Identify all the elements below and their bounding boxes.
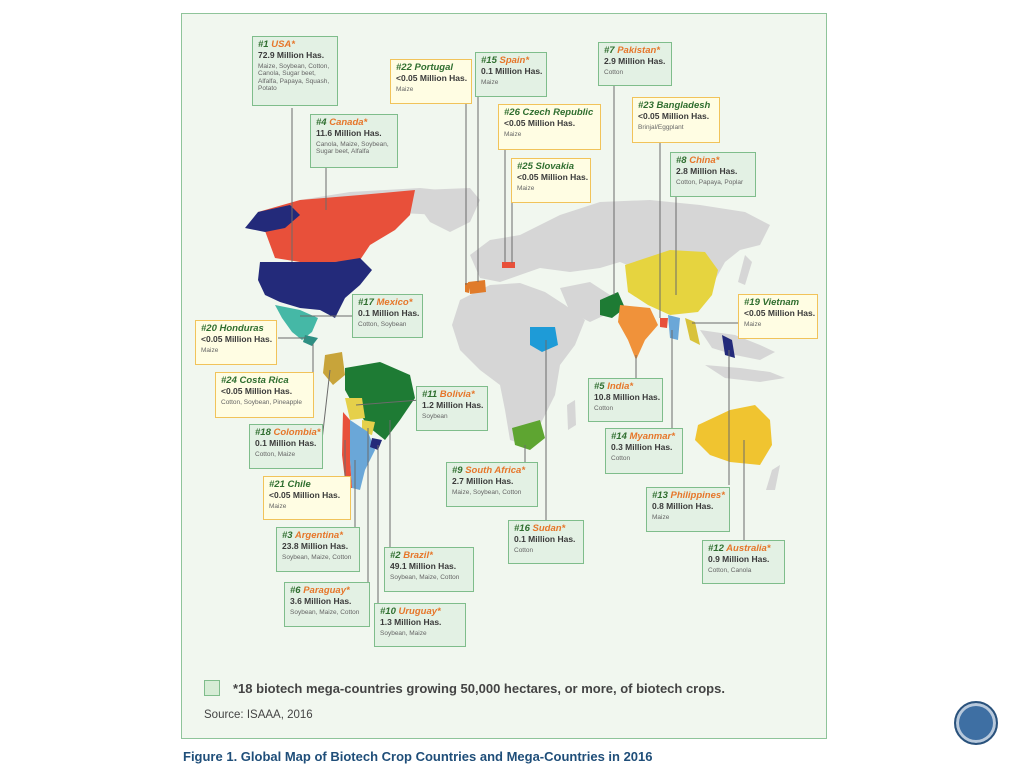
label-honduras: [195, 320, 277, 365]
crops-slovakia: Maize: [517, 184, 535, 192]
hectares-philippines: 0.8 Million Has.: [652, 500, 714, 511]
source-note: Source: ISAAA, 2016: [204, 709, 313, 721]
crops-chile: Maize: [269, 502, 287, 510]
name-slovakia: Slovakia: [535, 161, 575, 172]
label-paraguay: [284, 582, 370, 627]
hectares-argentina: 23.8 Million Has.: [282, 540, 349, 551]
name-colombia: Colombia*: [273, 427, 321, 438]
label-sudan: [508, 520, 584, 564]
name-honduras: Honduras: [219, 323, 264, 334]
crops-sudan: Cotton: [514, 546, 534, 554]
name-portugal: Portugal: [414, 62, 454, 73]
rank-uruguay: #10: [380, 606, 396, 617]
rank-czech: #26: [504, 107, 520, 118]
label-brazil: [384, 547, 474, 592]
crops-costa-rica: Cotton, Soybean, Pineapple: [221, 398, 302, 406]
crops-india: Cotton: [594, 404, 614, 412]
crops-paraguay: Soybean, Maize, Cotton: [290, 608, 360, 616]
hectares-canada: 11.6 Million Has.: [316, 127, 382, 138]
crops-bolivia: Soybean: [422, 412, 448, 420]
rank-pakistan: #7: [604, 45, 615, 56]
name-china: China*: [689, 155, 720, 166]
figure-caption: Figure 1. Global Map of Biotech Crop Countries and Mega-Countries in 2016: [183, 749, 653, 764]
crops-china: Cotton, Papaya, Poplar: [676, 178, 744, 186]
rank-slovakia: #25: [517, 161, 533, 172]
crops-czech: Maize: [504, 130, 522, 138]
hectares-usa: 72.9 Million Has.: [258, 49, 325, 60]
label-canada: [310, 114, 398, 168]
name-vietnam: Vietnam: [762, 297, 800, 308]
name-myanmar: Myanmar*: [629, 431, 675, 442]
crops-spain: Maize: [481, 78, 499, 86]
label-vietnam: [738, 294, 818, 339]
label-mexico: [352, 294, 423, 338]
rank-chile: #21: [269, 479, 285, 490]
crops-vietnam: Maize: [744, 320, 762, 328]
country-bangladesh: [660, 318, 668, 328]
hectares-colombia: 0.1 Million Has.: [255, 437, 317, 448]
name-chile: Chile: [287, 479, 311, 490]
hectares-south-africa: 2.7 Million Has.: [452, 475, 514, 486]
land-madagascar: [567, 400, 576, 430]
hectares-uruguay: 1.3 Million Has.: [380, 616, 442, 627]
hectares-paraguay: 3.6 Million Has.: [290, 595, 352, 606]
name-paraguay: Paraguay*: [303, 585, 350, 596]
rank-spain: #15: [481, 55, 497, 66]
hectares-australia: 0.9 Million Has.: [708, 553, 770, 564]
country-czech-slovakia: [502, 262, 515, 268]
rank-usa: #1: [258, 39, 269, 50]
label-slovakia: [511, 158, 591, 203]
rank-mexico: #17: [358, 297, 374, 308]
crops-south-africa: Maize, Soybean, Cotton: [452, 488, 522, 496]
crops-canada: Canola, Maize, Soybean, Sugar beet, Alfalfa: [316, 140, 389, 156]
legend-text: *18 biotech mega-countries growing 50,000 hectares, or more, of biotech crops.: [233, 681, 725, 696]
slide-nav-button[interactable]: [954, 701, 998, 745]
label-india: [588, 378, 663, 422]
country-mexico: [275, 305, 318, 340]
rank-myanmar: #14: [611, 431, 627, 442]
land-greenland: [418, 188, 480, 232]
land-indonesia: [705, 365, 785, 382]
name-usa: USA*: [271, 39, 295, 50]
label-czech: [498, 104, 601, 150]
rank-canada: #4: [316, 117, 327, 128]
name-philippines: Philippines*: [670, 490, 725, 501]
name-pakistan: Pakistan*: [617, 45, 660, 56]
hectares-spain: 0.1 Million Has.: [481, 65, 543, 76]
name-mexico: Mexico*: [376, 297, 413, 308]
rank-costa-rica: #24: [221, 375, 237, 386]
rank-brazil: #2: [390, 550, 401, 561]
name-south-africa: South Africa*: [465, 465, 526, 476]
legend-swatch: [204, 680, 220, 696]
rank-colombia: #18: [255, 427, 271, 438]
leader-colombia: [322, 370, 330, 440]
country-vietnam: [685, 318, 700, 345]
crops-uruguay: Soybean, Maize: [380, 629, 427, 637]
country-colombia: [323, 352, 345, 385]
hectares-pakistan: 2.9 Million Has.: [604, 55, 666, 66]
name-australia: Australia*: [726, 543, 771, 554]
label-costa-rica: [215, 372, 314, 418]
hectares-portugal: <0.05 Million Has.: [396, 72, 468, 83]
hectares-chile: <0.05 Million Has.: [269, 489, 341, 500]
label-spain: [475, 52, 547, 97]
name-bangladesh: Bangladesh: [656, 100, 711, 111]
hectares-honduras: <0.05 Million Has.: [201, 333, 273, 344]
country-india: [618, 305, 658, 360]
crops-argentina: Soybean, Maize, Cotton: [282, 553, 352, 561]
hectares-china: 2.8 Million Has.: [676, 165, 738, 176]
country-australia: [695, 405, 772, 465]
label-usa: [252, 36, 338, 106]
crops-pakistan: Cotton: [604, 68, 624, 76]
name-bolivia: Bolivia*: [439, 389, 475, 400]
name-argentina: Argentina*: [294, 530, 343, 541]
rank-china: #8: [676, 155, 687, 166]
label-portugal: [390, 59, 472, 104]
name-sudan: Sudan*: [532, 523, 566, 534]
crops-myanmar: Cotton: [611, 454, 631, 462]
rank-portugal: #22: [396, 62, 412, 73]
label-chile: [263, 476, 351, 520]
country-myanmar: [668, 315, 680, 340]
rank-philippines: #13: [652, 490, 668, 501]
rank-bolivia: #11: [422, 389, 438, 400]
hectares-czech: <0.05 Million Has.: [504, 117, 576, 128]
label-uruguay: [374, 603, 466, 647]
label-philippines: [646, 487, 730, 532]
label-australia: [702, 540, 785, 584]
crops-colombia: Cotton, Maize: [255, 450, 296, 458]
name-india: India*: [607, 381, 634, 392]
label-argentina: [276, 527, 360, 572]
label-bangladesh: [632, 97, 720, 143]
name-brazil: Brazil*: [403, 550, 433, 561]
rank-argentina: #3: [282, 530, 293, 541]
name-czech: Czech Republic: [522, 107, 594, 118]
name-uruguay: Uruguay*: [398, 606, 441, 617]
hectares-india: 10.8 Million Has.: [594, 391, 661, 402]
land-new-zealand: [766, 465, 780, 490]
name-costa-rica: Costa Rica: [239, 375, 289, 386]
crops-usa: Maize, Soybean, Cotton, Canola, Sugar beet, Alfalfa, Papaya, Squash, Potato: [258, 62, 330, 93]
label-china: [670, 152, 756, 197]
country-bolivia: [345, 398, 365, 420]
country-honduras: [303, 335, 318, 346]
rank-australia: #12: [708, 543, 724, 554]
country-spain: [468, 280, 486, 294]
label-colombia: [249, 424, 323, 469]
label-south-africa: [446, 462, 538, 507]
land-japan: [738, 255, 752, 285]
rank-sudan: #16: [514, 523, 530, 534]
crops-bangladesh: Brinjal/Eggplant: [638, 123, 684, 131]
hectares-bolivia: 1.2 Million Has.: [422, 399, 484, 410]
hectares-vietnam: <0.05 Million Has.: [744, 307, 816, 318]
rank-honduras: #20: [201, 323, 217, 334]
hectares-costa-rica: <0.05 Million Has.: [221, 385, 293, 396]
label-bolivia: [416, 386, 488, 431]
rank-paraguay: #6: [290, 585, 301, 596]
rank-south-africa: #9: [452, 465, 463, 476]
name-canada: Canada*: [329, 117, 368, 128]
crops-portugal: Maize: [396, 85, 414, 93]
crops-mexico: Cotton, Soybean: [358, 320, 407, 328]
hectares-brazil: 49.1 Million Has.: [390, 560, 457, 571]
crops-honduras: Maize: [201, 346, 219, 354]
label-myanmar: [605, 428, 683, 474]
hectares-bangladesh: <0.05 Million Has.: [638, 110, 710, 121]
crops-australia: Cotton, Canola: [708, 566, 752, 574]
hectares-mexico: 0.1 Million Has.: [358, 307, 420, 318]
rank-bangladesh: #23: [638, 100, 654, 111]
hectares-slovakia: <0.05 Million Has.: [517, 171, 589, 182]
crops-philippines: Maize: [652, 513, 670, 521]
rank-vietnam: #19: [744, 297, 760, 308]
name-spain: Spain*: [499, 55, 530, 66]
crops-brazil: Soybean, Maize, Cotton: [390, 573, 460, 581]
hectares-myanmar: 0.3 Million Has.: [611, 441, 673, 452]
hectares-sudan: 0.1 Million Has.: [514, 533, 576, 544]
rank-india: #5: [594, 381, 605, 392]
label-pakistan: [598, 42, 672, 86]
